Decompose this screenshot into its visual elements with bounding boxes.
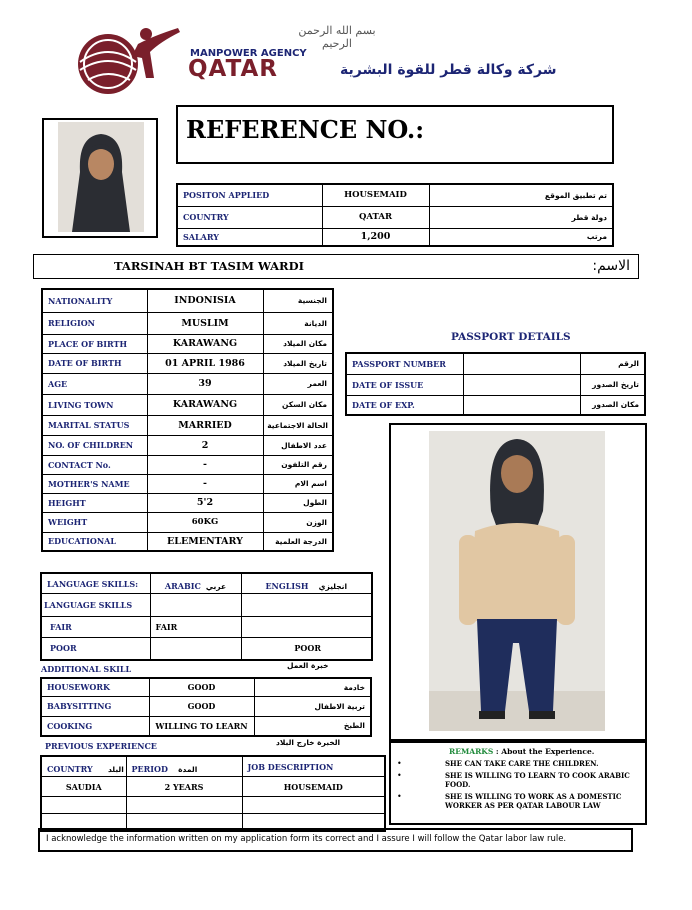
personal-row: [42, 373, 333, 394]
language-level-label: FAIR: [41, 617, 150, 638]
skill-row: [41, 716, 371, 736]
field-value: 5'2: [147, 493, 263, 512]
passport-ar: تاريخ الصدور: [580, 374, 645, 395]
arabic-level: FAIR: [150, 617, 241, 638]
bismillah-text: بسم الله الرحمن الرحيم: [298, 24, 376, 50]
position-table: [176, 183, 614, 247]
experience-header-row: [41, 756, 385, 777]
field-ar: الدرجة العلمية: [263, 532, 333, 551]
field-label: MARITAL STATUS: [42, 415, 147, 435]
field-value: MARRIED: [147, 415, 263, 435]
agency-name-ar: شركة وكالة قطر للقوة البشرية: [340, 62, 557, 78]
field-label: NO. OF CHILDREN: [42, 435, 147, 455]
arabic-ar: عربي: [205, 582, 227, 591]
field-ar: عدد الاطفال: [263, 435, 333, 455]
exp-job: [242, 797, 385, 814]
english-level: POOR: [241, 638, 372, 660]
exp-period: [126, 797, 242, 814]
position-row: [177, 184, 613, 206]
skill-label: BABYSITTING: [41, 696, 149, 716]
field-value: 2: [147, 435, 263, 455]
field-value: INDONISIA: [147, 289, 263, 312]
language-header-label: LANGUAGE SKILLS:: [41, 573, 150, 594]
personal-row: [42, 312, 333, 334]
experience-table: [40, 755, 386, 832]
field-ar: رقم التلفون: [263, 455, 333, 474]
remark-text: SHE CAN TAKE CARE THE CHILDREN.: [445, 759, 599, 768]
exp-country: [41, 797, 126, 814]
position-label: POSITON APPLIED: [177, 184, 322, 206]
country-row: [177, 206, 613, 228]
language-row: [41, 617, 372, 638]
field-label: EDUCATIONAL: [42, 532, 147, 551]
additional-skill-title: ADDITIONAL SKILL: [41, 664, 132, 674]
field-value: -: [147, 474, 263, 493]
col-period: PERIOD: [131, 764, 168, 774]
passport-value: [463, 395, 580, 415]
personal-row: [42, 512, 333, 532]
personal-row: [42, 353, 333, 373]
skill-label: COOKING: [41, 716, 149, 736]
passport-row: [346, 353, 645, 374]
field-ar: تاريخ الميلاد: [263, 353, 333, 373]
col-job: JOB DESCRIPTION: [242, 756, 385, 777]
exp-period: 2 YEARS: [126, 777, 242, 797]
passport-label: DATE OF ISSUE: [346, 374, 463, 395]
language-sub-label: LANGUAGE SKILLS: [41, 594, 150, 617]
personal-row: [42, 415, 333, 435]
personal-row: [42, 289, 333, 312]
acknowledgement-text: I acknowledge the information written on my application form its correct and I assure I will follow the Qatar labor law rule.: [46, 834, 567, 844]
salary-value: 1,200: [322, 228, 429, 246]
passport-label: DATE OF EXP.: [346, 395, 463, 415]
language-header-row: [41, 573, 372, 594]
reference-label: REFERENCE NO.:: [186, 115, 425, 144]
agency-name-qatar: QATAR: [188, 56, 278, 82]
country-ar: دولة قطر: [429, 206, 613, 228]
field-value: 60KG: [147, 512, 263, 532]
remark-text: SHE IS WILLING TO LEARN TO COOK ARABIC FOOD.: [445, 771, 630, 789]
field-ar: الديانة: [263, 312, 333, 334]
agency-logo: [68, 22, 186, 96]
field-ar: الوزن: [263, 512, 333, 532]
field-value: 01 APRIL 1986: [147, 353, 263, 373]
language-row: [41, 638, 372, 660]
full-body-photo: [429, 431, 605, 731]
personal-row: [42, 532, 333, 551]
full-body-photo-frame: [389, 423, 647, 741]
skill-row: [41, 696, 371, 716]
skill-value: GOOD: [149, 678, 254, 696]
english-level: [241, 617, 372, 638]
name-ar-label: الاسم:: [592, 258, 630, 274]
exp-job: HOUSEMAID: [242, 777, 385, 797]
field-ar: الجنسية: [263, 289, 333, 312]
portrait-photo-frame: [42, 118, 158, 238]
skill-row: [41, 678, 371, 696]
previous-experience-title-ar: الخبرة خارج البلاد: [276, 738, 341, 747]
exp-country: SAUDIA: [41, 777, 126, 797]
language-level-label: POOR: [41, 638, 150, 660]
remark-text: SHE IS WILLING TO WORK AS A DOMESTIC WORKER AS PER QATAR LABOUR LAW: [445, 792, 622, 810]
field-ar: الحالة الاجتماعية: [263, 415, 333, 435]
field-label: NATIONALITY: [42, 289, 147, 312]
skill-ar: تربية الاطفال: [254, 696, 371, 716]
passport-title: PASSPORT DETAILS: [451, 331, 571, 343]
personal-row: [42, 455, 333, 474]
additional-skill-title-ar: خبرة العمل: [287, 661, 329, 670]
field-value: -: [147, 455, 263, 474]
field-label: DATE OF BIRTH: [42, 353, 147, 373]
passport-ar: الرقم: [580, 353, 645, 374]
passport-value: [463, 374, 580, 395]
arabic-level: [150, 638, 241, 660]
field-ar: مكان الميلاد: [263, 334, 333, 353]
language-table: [40, 572, 373, 661]
personal-row: [42, 435, 333, 455]
field-label: LIVING TOWN: [42, 394, 147, 415]
remarks-suffix: : About the Experience.: [495, 747, 595, 756]
name-bar: [33, 254, 639, 279]
field-label: MOTHER'S NAME: [42, 474, 147, 493]
applicant-name: TARSINAH BT TASIM WARDI: [114, 259, 304, 273]
agency-name-en: MANPOWER AGENCY: [190, 48, 307, 59]
english-label: ENGLISH: [265, 581, 309, 591]
arabic-label: ARABIC: [164, 581, 201, 591]
personal-row: [42, 334, 333, 353]
passport-row: [346, 395, 645, 415]
skill-value: WILLING TO LEARN: [149, 716, 254, 736]
country-value: QATAR: [322, 206, 429, 228]
remarks-box: [389, 741, 647, 825]
remark-item: • SHE IS WILLING TO LEARN TO COOK ARABIC FOOD.: [397, 771, 637, 789]
remark-item: • SHE IS WILLING TO WORK AS A DOMESTIC WORKER AS PER QATAR LABOUR LAW: [397, 792, 637, 810]
skill-ar: الطبخ: [254, 716, 371, 736]
country-label: COUNTRY: [177, 206, 322, 228]
skill-ar: خادمة: [254, 678, 371, 696]
experience-row: [41, 797, 385, 814]
position-value: HOUSEMAID: [322, 184, 429, 206]
experience-row: [41, 777, 385, 797]
passport-table: [345, 352, 646, 416]
col-country: COUNTRY: [47, 764, 93, 774]
passport-ar: مكان الصدور: [580, 395, 645, 415]
additional-skill-table: [40, 677, 372, 737]
field-value: KARAWANG: [147, 334, 263, 353]
field-value: KARAWANG: [147, 394, 263, 415]
field-label: HEIGHT: [42, 493, 147, 512]
salary-ar: مرتب: [429, 228, 613, 246]
remark-item: • SHE CAN TAKE CARE THE CHILDREN.: [397, 759, 637, 768]
field-value: MUSLIM: [147, 312, 263, 334]
language-sub-row: [41, 594, 372, 617]
salary-row: [177, 228, 613, 246]
field-label: CONTACT No.: [42, 455, 147, 474]
previous-experience-title: PREVIOUS EXPERIENCE: [45, 741, 157, 751]
field-label: AGE: [42, 373, 147, 394]
remarks-label: REMARKS: [449, 747, 494, 756]
passport-label: PASSPORT NUMBER: [346, 353, 463, 374]
position-ar: تم تطبيق الموقع: [429, 184, 613, 206]
english-ar: انجليزي: [318, 582, 348, 591]
skill-label: HOUSEWORK: [41, 678, 149, 696]
salary-label: SALARY: [177, 228, 322, 246]
field-value: 39: [147, 373, 263, 394]
field-label: PLACE OF BIRTH: [42, 334, 147, 353]
personal-row: [42, 493, 333, 512]
passport-value: [463, 353, 580, 374]
personal-row: [42, 394, 333, 415]
skill-value: GOOD: [149, 696, 254, 716]
field-ar: العمر: [263, 373, 333, 394]
field-label: WEIGHT: [42, 512, 147, 532]
field-ar: اسم الام: [263, 474, 333, 493]
portrait-photo: [58, 122, 144, 232]
col-period-ar: المدة: [178, 765, 198, 774]
personal-details-table: [41, 288, 334, 552]
field-ar: الطول: [263, 493, 333, 512]
field-value: ELEMENTARY: [147, 532, 263, 551]
col-country-ar: البلد: [107, 765, 124, 774]
passport-row: [346, 374, 645, 395]
acknowledgement-box: [38, 828, 633, 852]
field-label: RELIGION: [42, 312, 147, 334]
personal-row: [42, 474, 333, 493]
reference-box: [176, 105, 614, 164]
field-ar: مكان السكن: [263, 394, 333, 415]
